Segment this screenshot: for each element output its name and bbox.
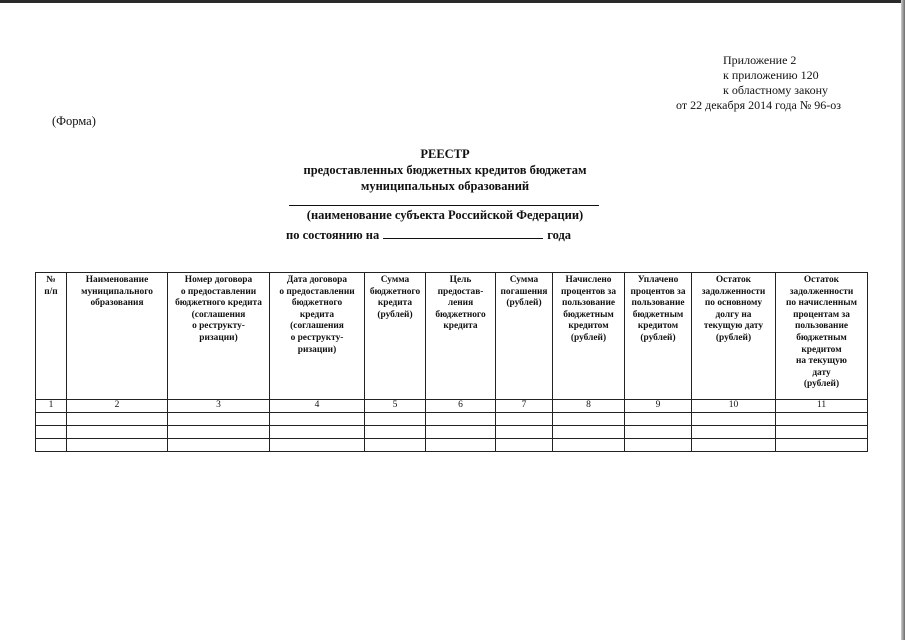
header-text-line: Остаток (715, 275, 752, 285)
state-suffix: года (547, 228, 572, 242)
header-text-line: бюджетным (563, 309, 614, 320)
registry-table (35, 272, 868, 452)
state-prefix: по состоянию на (286, 228, 380, 242)
subject-blank-line (289, 205, 599, 206)
header-text-line: (рублей) (506, 298, 542, 309)
header-text-line: бюджетного (435, 309, 486, 320)
empty-cell (625, 439, 692, 452)
header-text-line: погашения (500, 286, 548, 297)
empty-cell (270, 426, 365, 439)
empty-cell (36, 426, 67, 439)
header-text-line: о реструкту- (192, 321, 245, 332)
header-text-line: задолженности (701, 286, 766, 297)
empty-cell (365, 413, 426, 426)
empty-cell (67, 439, 168, 452)
empty-cell (496, 426, 553, 439)
column-number-5: 5 (365, 400, 426, 413)
header-text-line: ризации) (199, 332, 238, 343)
header-text-line: пользование (794, 321, 849, 332)
header-text-line: процентам за (793, 309, 850, 320)
header-text-line: кредита (299, 309, 335, 320)
header-text-line: предостав- (437, 286, 484, 297)
header-text-line: бюджетного (369, 286, 421, 297)
empty-data-row (36, 439, 868, 452)
empty-data-row (36, 413, 868, 426)
empty-cell (553, 439, 625, 452)
header-text-line: дату (812, 367, 831, 378)
column-header-9 (625, 273, 692, 400)
header-text-line: Сумма (509, 275, 539, 285)
header-text-line: Дата договора (286, 275, 348, 285)
header-text-line: Уплачено (637, 275, 679, 285)
empty-cell (270, 439, 365, 452)
empty-cell (36, 413, 67, 426)
empty-cell (36, 439, 67, 452)
empty-cell (365, 426, 426, 439)
column-header-2 (67, 273, 168, 400)
column-number-2: 2 (67, 400, 168, 413)
header-text-line: долгу на (715, 309, 752, 320)
header-text-line: процентов за (560, 286, 617, 297)
column-number-1: 1 (36, 400, 67, 413)
header-text-line: пользование (561, 298, 616, 309)
column-header-8 (553, 273, 625, 400)
appendix-line: от 22 декабря 2014 года № 96-оз (676, 98, 842, 112)
empty-cell (625, 426, 692, 439)
column-number-3: 3 (168, 400, 270, 413)
header-text-line: на текущую (796, 356, 847, 367)
header-text-line: Номер договора (184, 275, 253, 285)
header-text-line: задолженности (789, 286, 854, 297)
header-text-line: кредитом (568, 321, 609, 332)
empty-cell (426, 426, 496, 439)
registry-title (250, 146, 640, 194)
header-text-line: кредита (443, 321, 478, 332)
column-header-10 (692, 273, 776, 400)
column-number-8: 8 (553, 400, 625, 413)
header-text-line: бюджетным (796, 332, 847, 343)
column-number-9: 9 (625, 400, 692, 413)
header-text-line: п/п (44, 286, 58, 297)
header-text-line: (рублей) (640, 332, 676, 343)
column-number-4: 4 (270, 400, 365, 413)
empty-cell (496, 439, 553, 452)
form-label: (Форма) (52, 114, 96, 128)
appendix-line: к областному закону (723, 83, 829, 97)
header-text-line: кредитом (801, 344, 842, 355)
header-text-line: образования (90, 298, 144, 309)
column-number-row (36, 400, 868, 413)
empty-cell (553, 413, 625, 426)
empty-cell (365, 439, 426, 452)
appendix-line: к приложению 120 (723, 68, 819, 82)
header-text-line: муниципального (81, 286, 153, 297)
header-text-line: (соглашения (290, 321, 344, 332)
date-blank (383, 227, 543, 239)
column-header-11 (776, 273, 868, 400)
empty-cell (776, 426, 868, 439)
empty-cell (67, 413, 168, 426)
title-line: РЕЕСТР (420, 147, 470, 161)
header-text-line: Наименование (85, 275, 149, 285)
column-header-7 (496, 273, 553, 400)
scan-edge-top (0, 0, 905, 3)
header-text-line: Остаток (803, 275, 840, 285)
header-text-line: о предоставлении (180, 286, 257, 297)
header-text-line: о предоставлении (279, 286, 355, 297)
column-number-6: 6 (426, 400, 496, 413)
header-text-line: Цель (449, 275, 472, 285)
title-line: муниципальных образований (360, 179, 530, 193)
column-number-11: 11 (776, 400, 868, 413)
scan-edge-right (901, 0, 905, 640)
empty-cell (776, 413, 868, 426)
empty-cell (168, 413, 270, 426)
empty-cell (168, 439, 270, 452)
header-text-line: о реструкту- (290, 332, 344, 343)
column-header-4 (270, 273, 365, 400)
header-text-line: кредита (377, 298, 413, 309)
empty-cell (426, 413, 496, 426)
header-text-line: (соглашения (191, 309, 246, 320)
column-number-7: 7 (496, 400, 553, 413)
empty-cell (692, 426, 776, 439)
empty-cell (625, 413, 692, 426)
column-header-5 (365, 273, 426, 400)
header-text-line: ризации) (297, 344, 337, 355)
column-header-3 (168, 273, 270, 400)
header-text-line: бюджетным (632, 309, 684, 320)
header-text-line: (рублей) (570, 332, 607, 343)
header-text-line: пользование (631, 298, 685, 309)
header-text-line: бюджетного (291, 298, 343, 309)
header-text-line: (рублей) (377, 309, 413, 320)
empty-cell (270, 413, 365, 426)
header-row (36, 273, 868, 400)
empty-cell (496, 413, 553, 426)
header-text-line: кредитом (637, 321, 679, 332)
column-header-1 (36, 273, 67, 400)
header-text-line: текущую дату (703, 321, 764, 332)
header-text-line: Сумма (380, 275, 410, 285)
header-text-line: по начисленным (786, 298, 857, 309)
column-number-10: 10 (692, 400, 776, 413)
title-line: предоставленных бюджетных кредитов бюджетам (303, 163, 587, 177)
header-text-line: (рублей) (715, 332, 752, 343)
appendix-line: Приложение 2 (723, 53, 797, 67)
empty-cell (692, 439, 776, 452)
empty-cell (426, 439, 496, 452)
header-text-line: по основному (704, 298, 763, 309)
state-date-line (286, 227, 571, 243)
appendix-note (676, 53, 876, 113)
empty-cell (692, 413, 776, 426)
header-text-line: № (46, 275, 56, 285)
header-text-line: ления (447, 298, 474, 309)
empty-cell (776, 439, 868, 452)
empty-cell (553, 426, 625, 439)
header-text-line: (рублей) (803, 379, 840, 390)
column-header-6 (426, 273, 496, 400)
header-text-line: Начислено (565, 275, 612, 285)
header-text-line: процентов за (630, 286, 686, 297)
empty-data-row (36, 426, 868, 439)
subject-caption: (наименование субъекта Российской Федерации) (306, 208, 584, 222)
header-text-line: бюджетного кредита (175, 298, 262, 309)
empty-cell (168, 426, 270, 439)
empty-cell (67, 426, 168, 439)
